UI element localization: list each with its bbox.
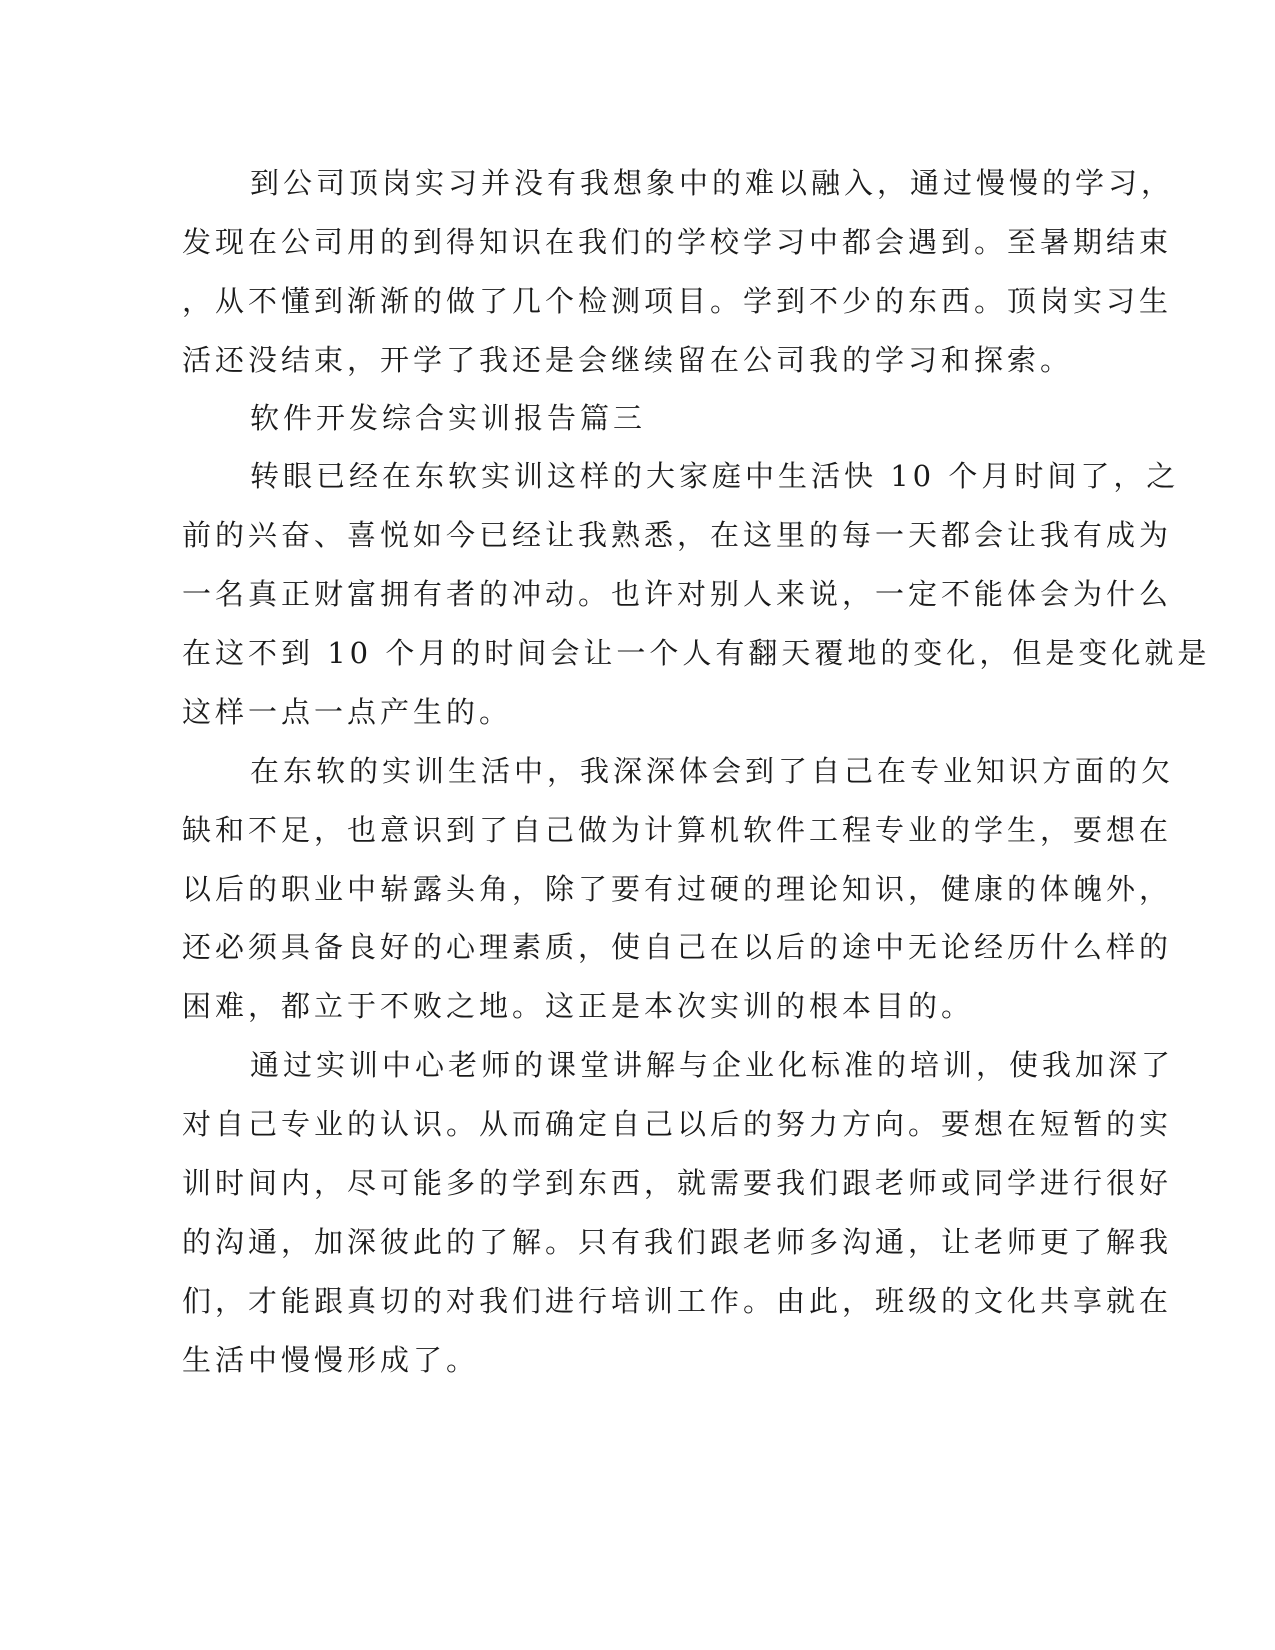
text-line-16: 通过实训中心老师的课堂讲解与企业化标准的培训，使我加深了 — [250, 1048, 1175, 1082]
text-line-8: 一名真正财富拥有者的冲动。也许对别人来说，一定不能体会为什么 — [182, 577, 1173, 611]
text-line-10: 这样一点一点产生的。 — [182, 695, 513, 729]
text-line-4: 活还没结束，开学了我还是会继续留在公司我的学习和探索。 — [182, 343, 1074, 377]
text-line-15: 困难，都立于不败之地。这正是本次实训的根本目的。 — [182, 989, 975, 1023]
text-line-13: 以后的职业中崭露头角，除了要有过硬的理论知识，健康的体魄外， — [182, 872, 1173, 906]
text-line-20: 们，才能跟真切的对我们进行培训工作。由此，班级的文化共享就在 — [182, 1284, 1173, 1318]
text-line-18: 训时间内，尽可能多的学到东西，就需要我们跟老师或同学进行很好 — [182, 1166, 1173, 1200]
text-line-11: 在东软的实训生活中，我深深体会到了自己在专业知识方面的欠 — [250, 754, 1175, 788]
text-line-2: 发现在公司用的到得知识在我们的学校学习中都会遇到。至暑期结束 — [182, 225, 1173, 259]
text-line-3: ，从不懂到渐渐的做了几个检测项目。学到不少的东西。顶岗实习生 — [182, 284, 1173, 318]
text-line-14: 还必须具备良好的心理素质，使自己在以后的途中无论经历什么样的 — [182, 930, 1173, 964]
text-line-21: 生活中慢慢形成了。 — [182, 1343, 480, 1377]
text-line-12: 缺和不足，也意识到了自己做为计算机软件工程专业的学生，要想在 — [182, 813, 1173, 847]
text-line-19: 的沟通，加深彼此的了解。只有我们跟老师多沟通，让老师更了解我 — [182, 1225, 1173, 1259]
text-line-7: 前的兴奋、喜悦如今已经让我熟悉，在这里的每一天都会让我有成为 — [182, 518, 1173, 552]
text-line-1: 到公司顶岗实习并没有我想象中的难以融入，通过慢慢的学习， — [250, 166, 1175, 200]
text-line-9: 在这不到 10 个月的时间会让一个人有翻天覆地的变化，但是变化就是 — [182, 636, 1211, 670]
section-heading: 软件开发综合实训报告篇三 — [250, 401, 647, 435]
text-line-17: 对自己专业的认识。从而确定自己以后的努力方向。要想在短暂的实 — [182, 1107, 1173, 1141]
text-line-6: 转眼已经在东软实训这样的大家庭中生活快 10 个月时间了，之 — [250, 459, 1180, 493]
